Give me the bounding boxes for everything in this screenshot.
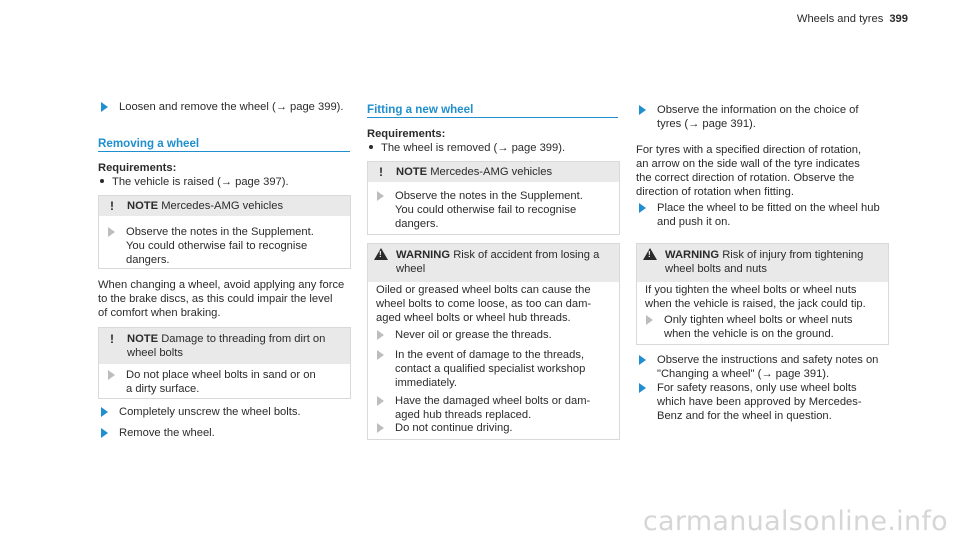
note-header: ! NOTE Mercedes-AMG vehicles: [99, 196, 350, 216]
section-title: Wheels and tyres: [796, 13, 884, 25]
requirements-label: Requirements:: [367, 128, 446, 140]
bullet-icon: [369, 145, 373, 149]
arrow-icon: [108, 370, 115, 380]
note-box-amg: [367, 161, 620, 235]
step-observe-tyres: Observe the information on the choice of tyres (→ page 391).: [636, 103, 859, 131]
requirements-label: Requirements:: [98, 162, 177, 174]
warning-icon: [374, 248, 388, 260]
arrow-icon: [646, 315, 653, 325]
requirement-item: The wheel is removed (→ page 399).: [367, 141, 565, 155]
step-loosen: Loosen and remove the wheel (→ page 399).: [98, 100, 344, 114]
heading-removing-wheel: Removing a wheel: [98, 137, 200, 150]
arrow-icon: [108, 227, 115, 237]
arrow-icon: [101, 428, 108, 438]
paragraph-rotation: For tyres with a specified direction of rotation, an arrow on the side wall of the tyre indicates the correct direction of rotation. Observe the direction of rotation when fitting.: [636, 144, 862, 198]
page-header: [797, 12, 908, 26]
warning-step: Never oil or grease the threads.: [374, 328, 552, 342]
note-step: Do not place wheel bolts in sand or on a dirty surface.: [105, 368, 316, 396]
heading-rule: [98, 151, 350, 152]
arrow-icon: [639, 203, 646, 213]
warning-body: Oiled or greased wheel bolts can cause the wheel bolts to come loose, as too can dam- aged wheel bolts or wheel hub threads.: [376, 284, 592, 324]
bullet-icon: [100, 179, 104, 183]
paragraph-brake-discs: When changing a wheel, avoid applying any force to the brake discs, as this could impair the level of comfort when braking.: [98, 279, 345, 319]
step-use-approved-bolts: For safety reasons, only use wheel bolts which have been approved by Mercedes- Benz and for the wheel in question.: [636, 381, 862, 423]
arrow-icon: [639, 105, 646, 115]
warning-box-losing-wheel: [367, 243, 620, 440]
step-remove: Remove the wheel.: [98, 426, 215, 440]
note-step: Observe the notes in the Supplement. You could otherwise fail to recognise dangers.: [105, 225, 314, 267]
warning-body: If you tighten the wheel bolts or wheel nuts when the vehicle is raised, the jack could tip.: [645, 284, 866, 310]
arrow-icon: [377, 396, 384, 406]
arrow-icon: [101, 407, 108, 417]
note-box-amg: [98, 195, 351, 269]
page-number: 399: [889, 13, 908, 25]
warning-icon: [643, 248, 657, 260]
arrow-icon: [377, 330, 384, 340]
step-observe-instructions: Observe the instructions and safety notes on "Changing a wheel" (→ page 391).: [636, 353, 878, 381]
arrow-icon: [377, 350, 384, 360]
arrow-icon: [639, 355, 646, 365]
warning-header: ! WARNING Risk of accident from losing a wheel: [368, 244, 619, 282]
exclamation-icon: !: [379, 165, 383, 179]
exclamation-icon: !: [110, 199, 114, 213]
note-box-threading: [98, 327, 351, 399]
step-place-wheel: Place the wheel to be fitted on the wheel hub and push it on.: [636, 201, 880, 229]
exclamation-icon: !: [110, 332, 114, 346]
note-header: ! NOTE Mercedes-AMG vehicles: [368, 162, 619, 182]
step-unscrew: Completely unscrew the wheel bolts.: [98, 405, 301, 419]
warning-step: Do not continue driving.: [374, 421, 513, 435]
watermark: carmanualsonline.info: [642, 506, 948, 537]
warning-box-tightening: [636, 243, 889, 345]
note-step: Observe the notes in the Supplement. You could otherwise fail to recognise dangers.: [374, 189, 583, 231]
warning-step: Only tighten wheel bolts or wheel nuts when the vehicle is on the ground.: [643, 313, 852, 341]
arrow-icon: [639, 383, 646, 393]
warning-header: ! WARNING Risk of injury from tightening wheel bolts and nuts: [637, 244, 888, 282]
heading-rule: [367, 117, 618, 118]
arrow-icon: [377, 191, 384, 201]
note-header: ! NOTE Damage to threading from dirt on wheel bolts: [99, 328, 350, 364]
warning-step: Have the damaged wheel bolts or dam- aged hub threads replaced.: [374, 394, 590, 422]
arrow-icon: [377, 423, 384, 433]
requirement-item: The vehicle is raised (→ page 397).: [98, 175, 289, 189]
heading-fitting-wheel: Fitting a new wheel: [367, 103, 474, 116]
arrow-icon: [101, 102, 108, 112]
warning-step: In the event of damage to the threads, contact a qualified specialist workshop immediately.: [374, 348, 585, 390]
